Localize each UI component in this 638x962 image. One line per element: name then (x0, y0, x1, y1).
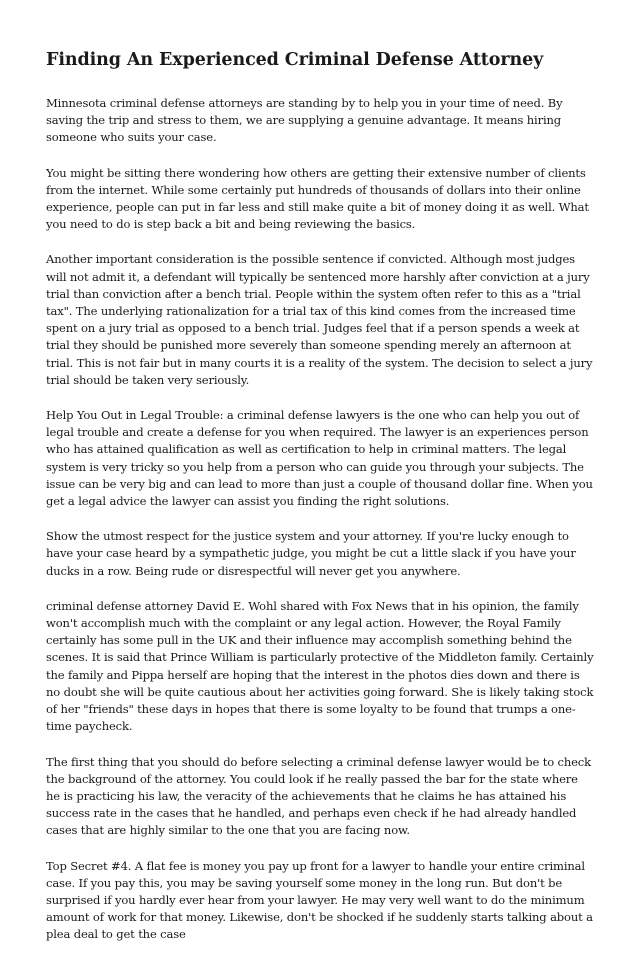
paragraph-2: You might be sitting there wondering how others are getting their extensive number of clients from the internet. While some certainly put hundreds of thousands of dollars into their online experience, people can put in far less and still make quite a bit of money doing it as well. What you need to do is step back a bit and being reviewing the basics. (46, 165, 589, 232)
paragraph-4: Help You Out in Legal Trouble: a criminal defense lawyers is the one who can help you out of legal trouble and create a defense for you when required. The lawyer is an experiences person who has attained qualification as well as certification to help in criminal matters. The legal system is very tricky so you help from a person who can guide you through your subjects. The issue can be very big and can lead to more than just a couple of thousand dollar fine. When you get a legal advice the lawyer can assist you finding the right solutions. (46, 408, 593, 509)
document-page (46, 48, 594, 962)
paragraph-7: The first thing that you should do before selecting a criminal defense lawyer would be to check the background of the attorney. You could look if he really passed the bar for the state where he is practicing his law, the veracity of the achievements that he claims he has attained his success rate in the cases that he handled, and perhaps even check if he had already handled cases that are highly similar to the one that you are facing now. (46, 754, 591, 838)
paragraph-6: criminal defense attorney David E. Wohl shared with Fox News that in his opinion, the family won't accomplish much with the complaint or any legal action. However, the Royal Family certainly has some pull in the UK and their influence may accomplish something behind the scenes. It is said that Prince William is particularly protective of the Middleton family. Certainly the family and Pippa herself are hoping that the interest in the photos dies down and there is no doubt she will be quite cautious about her activities going forward. She is likely taking stock of her "friends" these days in hopes that there is some loyalty to be found that trumps a one-time paycheck. (46, 598, 594, 734)
paragraph-3: Another important consideration is the possible sentence if convicted. Although most judges will not admit it, a defendant will typically be sentenced more harshly after conviction at a jury trial than conviction after a bench trial. People within the system often refer to this as a "trial tax". The underlying rationalization for a trial tax of this kind comes from the increased time spent on a jury trial as opposed to a bench trial. Judges feel that if a person spends a week at trial they should be punished more severely than someone spending merely an afternoon at trial. This is not fair but in many courts it is a reality of the system. The decision to select a jury trial should be taken very seriously. (46, 252, 593, 387)
paragraph-8: Top Secret #4. A flat fee is money you pay up front for a lawyer to handle your entire criminal case. If you pay this, you may be saving yourself some money in the long run. But don't be surprised if you hardly ever hear from your lawyer. He may very well want to do the minimum amount of work for that money. Likewise, don't be shocked if he suddenly starts talking about a plea deal to get the case (46, 858, 593, 942)
document-title: Finding An Experienced Criminal Defense Attorney (46, 50, 544, 70)
paragraph-1: Minnesota criminal defense attorneys are standing by to help you in your time of need. By saving the trip and stress to them, we are supplying a genuine advantage. It means hiring someone who suits your case. (46, 96, 563, 145)
paragraph-5: Show the utmost respect for the justice system and your attorney. If you're lucky enough to have your case heard by a sympathetic judge, you might be cut a little slack if you have your ducks in a row. Being rude or disrespectful will never get you anywhere. (46, 529, 576, 578)
